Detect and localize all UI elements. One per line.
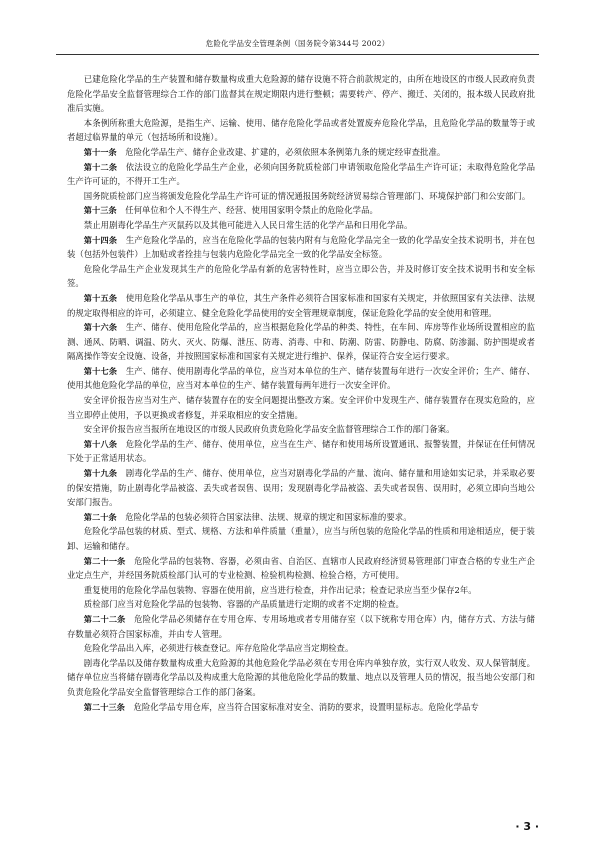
body-paragraph — [67, 393, 535, 422]
article-number: 第二十三条 — [83, 701, 125, 712]
article-paragraph — [67, 700, 535, 715]
article-paragraph — [67, 203, 535, 218]
body-paragraph — [67, 641, 535, 656]
article-number: 第二十二条 — [83, 613, 126, 624]
paragraph-text: 安全评价报告应当对生产、储存装置存在的安全问题提出整改方案。安全评价中发现生产、储存装置存在现实危险的，应当立即停止使用，予以更换或者修复，并采取相应的安全措施。 — [67, 395, 535, 420]
article-paragraph — [67, 364, 535, 393]
article-number: 第十八条 — [83, 438, 118, 449]
article-number: 第十六条 — [83, 322, 118, 333]
paragraph-text: 剧毒化学品的生产、储存、使用单位，应当对剧毒化学品的产量、流向、储存量和用途如实记录，并采取必要的保安措施，防止剧毒化学品被盗、丢失或者误售、误用；发现剧毒化学品被盗、丢失或者误售、误用时，必须立即向当地公安部门报告。 — [67, 468, 535, 508]
paragraph-text: 禁止用剧毒化学品生产灭鼠药以及其他可能进入人民日常生活的化学产品和日用化学品。 — [83, 219, 413, 230]
paragraph-text: 依法设立的危险化学品生产企业，必须向国务院质检部门申请领取危险化学品生产许可证；未取得危险化学品生产许可证的，不得开工生产。 — [67, 161, 535, 187]
article-paragraph — [67, 145, 535, 160]
body-paragraph — [67, 262, 535, 291]
paragraph-text: 危险化学品的生产、储存、使用单位，应当在生产、储存和使用场所设置通讯、报警装置，并保证在任何情况下处于正常适用状态。 — [67, 438, 535, 464]
body-paragraph — [67, 524, 535, 553]
paragraph-text: 危险化学品的包装物、容器，必须由省、自治区、直辖市人民政府经济贸易管理部门审查合格的专业生产企业定点生产，并经国务院质检部门认可的专业检测、检验机构检测、检验合格，方可使用。 — [67, 555, 535, 581]
document-body — [67, 72, 535, 714]
body-paragraph — [67, 189, 535, 204]
article-number: 第十七条 — [83, 365, 118, 376]
paragraph-text: 危险化学品生产、储存企业改建、扩建的，必须依照本条例第九条的规定经审查批准。 — [125, 146, 446, 157]
paragraph-text: 危险化学品必须储存在专用仓库、专用场地或者专用储存室（以下统称专用仓库）内，储存方式、方法与储存数量必须符合国家标准，并由专人管理。 — [67, 613, 535, 639]
article-number: 第二十一条 — [83, 555, 126, 566]
paragraph-text: 本条例所称重大危险源，是指生产、运输、使用、储存危险化学品或者处置废弃危险化学品，且危险化学品的数量等于或者超过临界量的单元（包括场所和设施）。 — [67, 117, 535, 143]
paragraph-text: 危险化学品包装的材质、型式、规格、方法和单件质量（重量），应当与所包装的危险化学品的性质和用途相适应，便于装卸、运输和储存。 — [67, 526, 535, 551]
body-paragraph — [67, 583, 535, 598]
article-paragraph — [67, 291, 535, 320]
article-number: 第十二条 — [83, 161, 118, 172]
article-number: 第十四条 — [83, 234, 118, 245]
article-number: 第十三条 — [83, 205, 117, 216]
article-paragraph — [67, 160, 535, 189]
article-paragraph — [67, 233, 535, 262]
paragraph-text: 生产危险化学品的，应当在危险化学品的包装内附有与危险化学品完全一致的化学品安全技术说明书，并在包装（包括外包装件）上加贴或者拴挂与包装内危险化学品完全一致的化学品安全标签。 — [67, 234, 535, 260]
paragraph-text: 危险化学品专用仓库，应当符合国家标准对安全、消防的要求，设置明显标志。危险化学品专 — [133, 701, 479, 712]
article-number: 第十五条 — [83, 292, 118, 303]
article-number: 第十一条 — [83, 146, 117, 157]
paragraph-text: 质检部门应当对危险化学品的包装物、容器的产品质量进行定期的或者不定期的检查。 — [83, 599, 404, 610]
body-paragraph — [67, 597, 535, 612]
article-paragraph — [67, 554, 535, 583]
article-paragraph — [67, 510, 535, 525]
article-paragraph — [67, 320, 535, 364]
paragraph-text: 任何单位和个人不得生产、经营、使用国家明令禁止的危险化学品。 — [125, 205, 378, 216]
body-paragraph — [67, 218, 535, 233]
article-paragraph — [67, 466, 535, 510]
paragraph-text: 已建危险化学品的生产装置和储存数量构成重大危险源的储存设施不符合前款规定的，由所在地设区的市级人民政府负责危险化学品安全监督管理综合工作的部门监督其在规定期限内进行整顿；需要转产、停产、搬迁、关闭的，报本级人民政府批准后实施。 — [67, 74, 535, 114]
body-paragraph — [67, 422, 535, 437]
paragraph-text: 危险化学品生产企业发现其生产的危险化学品有新的危害特性时，应当立即公告，并及时修订安全技术说明书和安全标签。 — [67, 263, 535, 289]
paragraph-text: 使用危险化学品从事生产的单位，其生产条件必须符合国家标准和国家有关规定，并依照国家有关法律、法规的规定取得相应的许可，必须建立、健全危险化学品使用的安全管理规章制度，保证危险化学品的安全使用和管理。 — [67, 292, 535, 318]
paragraph-text: 国务院质检部门应当将颁发危险化学品生产许可证的情况通报国务院经济贸易综合管理部门、环境保护部门和公安部门。 — [83, 190, 531, 201]
paragraph-text: 生产、储存、使用剧毒化学品的单位，应当对本单位的生产、储存装置每年进行一次安全评价；生产、储存、使用其他危险化学品的单位，应当对本单位的生产、储存装置每两年进行一次安全评价。 — [67, 365, 535, 391]
paragraph-text: 危险化学品的包装必须符合国家法律、法规、规章的规定和国家标准的要求。 — [125, 511, 412, 522]
article-paragraph — [67, 612, 535, 641]
article-number: 第二十条 — [83, 511, 117, 522]
paragraph-text: 安全评价报告应当报所在地设区的市级人民政府负责危险化学品安全监督管理综合工作的部门备案。 — [83, 424, 455, 435]
paragraph-text: 剧毒化学品以及储存数量构成重大危险源的其他危险化学品必须在专用仓库内单独存放，实行双人收发、双人保管制度。储存单位应当将储存剧毒化学品以及构成重大危险源的其他危险化学品的数量、地点以及管理人员的情况，报当地公安部门和负责危险化学品安全监督管理综合工作的部门备案。 — [67, 657, 535, 697]
page-number: · 3 · — [515, 820, 539, 833]
article-paragraph — [67, 437, 535, 466]
body-paragraph — [67, 116, 535, 145]
paragraph-text: 重复使用的危险化学品包装物、容器在使用前，应当进行检查，并作出记录；检查记录应当至少保存2年。 — [83, 584, 477, 595]
body-paragraph — [67, 656, 535, 700]
article-number: 第十九条 — [83, 468, 118, 479]
paragraph-text: 生产、储存、使用危险化学品的，应当根据危险化学品的种类、特性，在车间、库房等作业场所设置相应的监测、通风、防晒、调温、防火、灭火、防爆、泄压、防毒、消毒、中和、防潮、防雷、防静电、防腐、防渗漏、防护围堤或者隔离操作等安全设施、设备，并按照国家标准和国家有关规定进行维护、保养，保证符合安全运行要求。 — [67, 322, 535, 362]
body-paragraph — [67, 72, 535, 116]
running-header: 危险化学品安全管理条例（国务院令第344号 2002） — [56, 38, 539, 55]
paragraph-text: 危险化学品出入库，必须进行核查登记。库存危险化学品应当定期检查。 — [83, 643, 354, 654]
